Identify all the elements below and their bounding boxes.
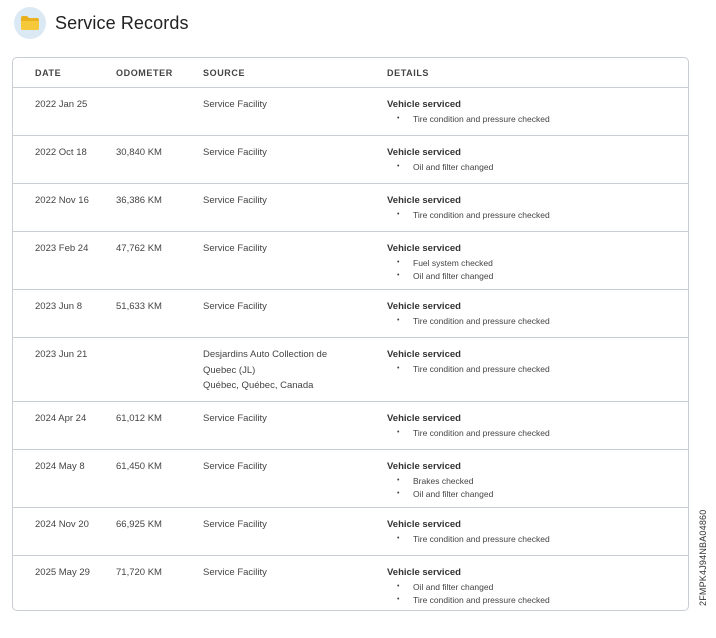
cell-details: [387, 147, 677, 174]
table-header: [13, 58, 688, 88]
cell-odometer: 30,840 KM: [116, 147, 162, 158]
cell-odometer: 66,925 KM: [116, 519, 162, 530]
table-body: [13, 88, 688, 609]
source-line: Service Facility: [203, 99, 267, 110]
detail-title: Vehicle serviced: [387, 99, 461, 110]
service-records-table: [12, 57, 689, 611]
cell-date: 2024 Apr 24: [35, 413, 87, 424]
cell-source: [203, 97, 373, 113]
cell-details: [387, 99, 677, 126]
detail-item: • Tire condition and pressure checked: [387, 209, 677, 222]
detail-item: • Brakes checked: [387, 475, 677, 488]
detail-list: [387, 257, 677, 282]
detail-item: • Oil and filter changed: [387, 270, 677, 283]
detail-item: • Tire condition and pressure checked: [387, 363, 677, 376]
cell-odometer: 61,012 KM: [116, 413, 162, 424]
detail-list: [387, 363, 677, 376]
page-title: Service Records: [55, 12, 189, 33]
cell-source: [203, 241, 373, 257]
header-details: DETAILS: [387, 68, 430, 78]
cell-date: 2022 Jan 25: [35, 99, 88, 110]
detail-item: • Tire condition and pressure checked: [387, 113, 677, 126]
table-row: [13, 290, 688, 338]
detail-list: [387, 533, 677, 546]
table-row: [13, 184, 688, 232]
source-line: Service Facility: [203, 519, 267, 530]
cell-date: 2024 Nov 20: [35, 519, 89, 530]
cell-details: [387, 349, 677, 376]
source-line: Service Facility: [203, 243, 267, 254]
source-line: Service Facility: [203, 413, 267, 424]
source-line: Service Facility: [203, 147, 267, 158]
detail-list: [387, 315, 677, 328]
detail-title: Vehicle serviced: [387, 461, 461, 472]
table-row: [13, 556, 688, 609]
detail-title: Vehicle serviced: [387, 567, 461, 578]
detail-item: • Tire condition and pressure checked: [387, 427, 677, 440]
cell-date: 2023 Feb 24: [35, 243, 89, 254]
detail-item: • Oil and filter changed: [387, 581, 677, 594]
detail-list: [387, 161, 677, 174]
cell-odometer: 47,762 KM: [116, 243, 162, 254]
cell-odometer: 51,633 KM: [116, 301, 162, 312]
detail-title: Vehicle serviced: [387, 195, 461, 206]
detail-item: • Tire condition and pressure checked: [387, 533, 677, 546]
cell-source: [203, 347, 373, 394]
detail-item: • Tire condition and pressure checked: [387, 594, 677, 607]
source-line: Service Facility: [203, 567, 267, 578]
cell-odometer: 61,450 KM: [116, 461, 162, 472]
cell-odometer: 36,386 KM: [116, 195, 162, 206]
cell-source: [203, 299, 373, 315]
detail-item: • Fuel system checked: [387, 257, 677, 270]
cell-date: 2025 May 29: [35, 567, 90, 578]
table-row: [13, 88, 688, 136]
cell-details: [387, 301, 677, 328]
page-header: [14, 5, 189, 41]
header-odometer: ODOMETER: [116, 68, 173, 78]
cell-odometer: 71,720 KM: [116, 567, 162, 578]
detail-list: [387, 475, 677, 500]
detail-item: • Tire condition and pressure checked: [387, 315, 677, 328]
detail-item: • Oil and filter changed: [387, 488, 677, 501]
source-line: Service Facility: [203, 461, 267, 472]
cell-date: 2023 Jun 21: [35, 349, 88, 360]
table-row: [13, 232, 688, 290]
source-line: Service Facility: [203, 301, 267, 312]
cell-details: [387, 243, 677, 282]
header-source: SOURCE: [203, 68, 246, 78]
cell-date: 2023 Jun 8: [35, 301, 83, 312]
table-row: [13, 508, 688, 556]
cell-source: [203, 517, 373, 533]
table-row: [13, 136, 688, 184]
detail-list: [387, 113, 677, 126]
vin-label: 2FMPK4J94NBA04860: [698, 509, 708, 606]
source-line: Desjardins Auto Collection de: [203, 349, 328, 360]
detail-list: [387, 427, 677, 440]
folder-icon: [14, 7, 46, 39]
cell-date: 2022 Oct 18: [35, 147, 87, 158]
detail-title: Vehicle serviced: [387, 243, 461, 254]
source-line: Québec, Québec, Canada: [203, 380, 314, 391]
table-row: [13, 450, 688, 508]
cell-source: [203, 565, 373, 581]
cell-date: 2022 Nov 16: [35, 195, 89, 206]
cell-source: [203, 411, 373, 427]
detail-title: Vehicle serviced: [387, 519, 461, 530]
cell-details: [387, 413, 677, 440]
cell-date: 2024 May 8: [35, 461, 85, 472]
detail-title: Vehicle serviced: [387, 413, 461, 424]
table-row: [13, 402, 688, 450]
cell-source: [203, 145, 373, 161]
detail-title: Vehicle serviced: [387, 349, 461, 360]
cell-source: [203, 193, 373, 209]
cell-details: [387, 461, 677, 500]
detail-title: Vehicle serviced: [387, 301, 461, 312]
table-row: [13, 338, 688, 402]
detail-title: Vehicle serviced: [387, 147, 461, 158]
cell-details: [387, 567, 677, 606]
detail-item: • Oil and filter changed: [387, 161, 677, 174]
source-line: Service Facility: [203, 195, 267, 206]
cell-source: [203, 459, 373, 475]
detail-list: [387, 581, 677, 606]
detail-list: [387, 209, 677, 222]
header-date: DATE: [35, 68, 62, 78]
cell-details: [387, 519, 677, 546]
cell-details: [387, 195, 677, 222]
source-line: Quebec (JL): [203, 364, 256, 376]
